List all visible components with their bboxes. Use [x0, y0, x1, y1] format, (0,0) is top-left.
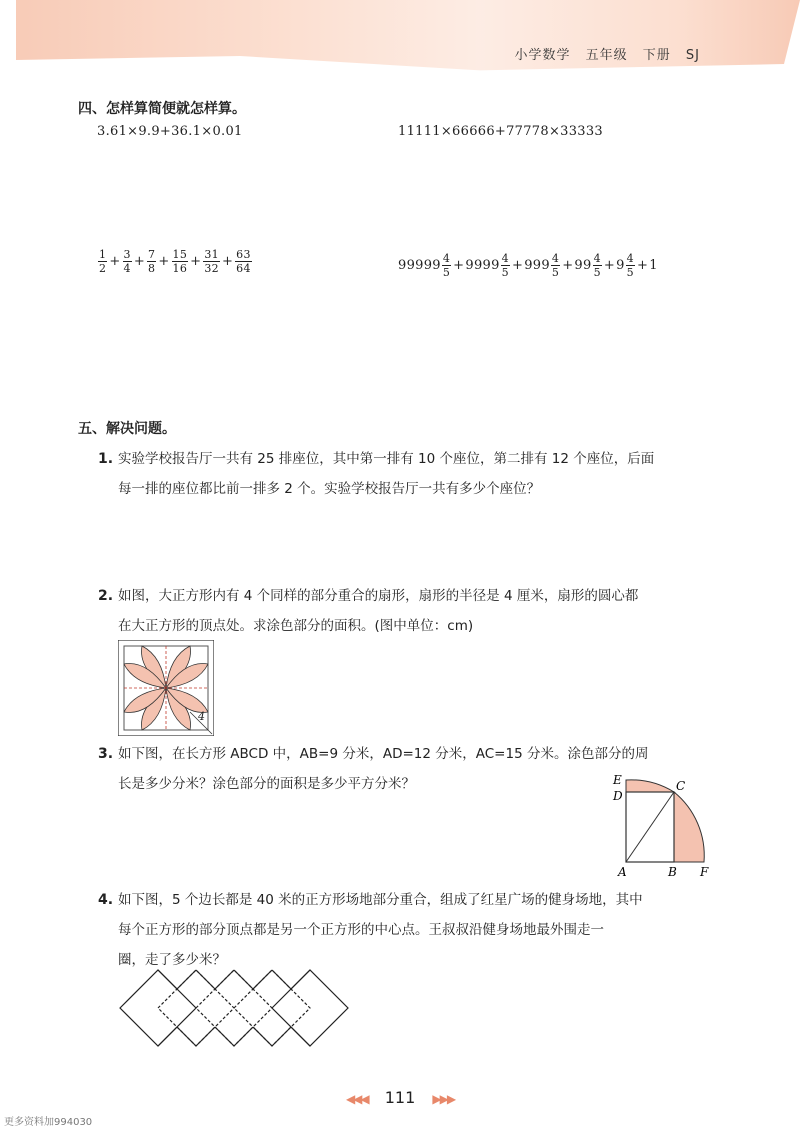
q2-text [118, 581, 718, 641]
fraction-term: $\frac{7}{8}$ [148, 248, 156, 275]
fraction-term: $\frac{4}{5}$ [501, 252, 509, 279]
q3-figure [606, 770, 716, 878]
section4-expr4 [398, 252, 658, 279]
operator: + [453, 258, 465, 273]
q3-diagonal-ac [626, 792, 674, 862]
header-volume: 下册 [642, 48, 671, 63]
section4-expr3 [97, 248, 253, 275]
prev-arrows-icon: ◀◀◀ [345, 1092, 368, 1106]
watermark: 更多资料加994030 [4, 1117, 93, 1128]
whole-part: 99 [574, 258, 592, 273]
q3-number: 3. [98, 746, 114, 762]
q3-shade-right [674, 792, 704, 862]
fraction-term: $\frac{4}{5}$ [593, 252, 601, 279]
operator: + [603, 258, 616, 273]
header-info [504, 44, 700, 63]
header-banner [0, 0, 800, 80]
tail-term: 1 [649, 258, 658, 273]
q2-line1: 如图，大正方形内有 4 个同样的部分重合的扇形，扇形的半径是 4 厘米，扇形的圆心都 [118, 588, 639, 604]
operator: + [133, 254, 146, 269]
q1-text [118, 444, 718, 504]
q3-line2: 长是多少分米？涂色部分的面积是多少平方分米？ [118, 776, 415, 792]
q3-label-a: A [618, 865, 627, 878]
q1-line2: 每一排的座位都比前一排多 2 个。实验学校报告厅一共有多少个座位？ [118, 481, 541, 497]
operator: + [221, 254, 234, 269]
q3-label-b: B [668, 865, 677, 878]
whole-part: 9 [616, 258, 625, 273]
q3-label-d: D [613, 789, 623, 803]
fraction-term: $\frac{4}{5}$ [626, 252, 634, 279]
header-subject: 小学数学 [514, 48, 571, 63]
next-arrows-icon: ▶▶▶ [432, 1092, 455, 1106]
q4-line3: 圈，走了多少米？ [118, 952, 226, 968]
q4-number: 4. [98, 892, 114, 908]
q4-line1: 如下图，5 个边长都是 40 米的正方形场地部分重合，组成了红星广场的健身场地，其中 [118, 892, 643, 908]
operator: + [109, 254, 121, 269]
fraction-term: $\frac{3}{4}$ [123, 248, 131, 275]
header-edition: SJ [685, 48, 700, 63]
operator: + [190, 254, 202, 269]
q4-figure [116, 966, 356, 1050]
operator: + [158, 254, 170, 269]
q3-label-e: E [613, 773, 622, 787]
fraction-term: $\frac{15}{16}$ [172, 248, 188, 275]
fraction-term: $\frac{1}{2}$ [99, 248, 107, 275]
whole-part: 99999 [398, 258, 441, 273]
q1-number: 1. [98, 451, 114, 467]
q4-line2: 每个正方形的部分顶点都是另一个正方形的中心点。王叔叔沿健身场地最外围走一 [118, 922, 604, 938]
section4-expr1: 3.61×9.9+36.1×0.01 [97, 124, 243, 139]
fraction-term: $\frac{4}{5}$ [442, 252, 451, 279]
q1-line1: 实验学校报告厅一共有 25 排座位，其中第一排有 10 个座位，第二排有 12 个座位，后面 [118, 451, 655, 467]
q2-line2: 在大正方形的顶点处。求涂色部分的面积。(图中单位：cm) [118, 618, 474, 634]
fraction-term: $\frac{4}{5}$ [551, 252, 560, 279]
section4-expr2: 11111×66666+77778×33333 [398, 124, 603, 139]
operator: + [636, 258, 649, 273]
q3-label-c: C [676, 779, 686, 793]
whole-part: 9999 [465, 258, 500, 273]
q2-radius-label: 4 [198, 710, 205, 723]
q3-shade-top [626, 780, 674, 792]
q4-text [118, 885, 718, 975]
header-grade: 五年级 [585, 48, 628, 63]
q2-number: 2. [98, 588, 114, 604]
operator: + [511, 258, 524, 273]
fraction-term: $\frac{31}{32}$ [204, 248, 219, 275]
section5-title: 五、解决问题。 [78, 421, 176, 437]
whole-part: 999 [524, 258, 550, 273]
q3-label-f: F [700, 865, 709, 878]
section4-title: 四、怎样算简便就怎样算。 [78, 101, 246, 117]
q2-figure [118, 640, 214, 736]
fraction-term: $\frac{63}{64}$ [236, 248, 251, 275]
page-number: 111 [384, 1088, 416, 1107]
q3-line1: 如下图，在长方形 ABCD 中，AB=9 分米，AD=12 分米，AC=15 分米。涂色部分的周 [118, 746, 649, 762]
page-footer [0, 1088, 800, 1107]
operator: + [562, 258, 574, 273]
